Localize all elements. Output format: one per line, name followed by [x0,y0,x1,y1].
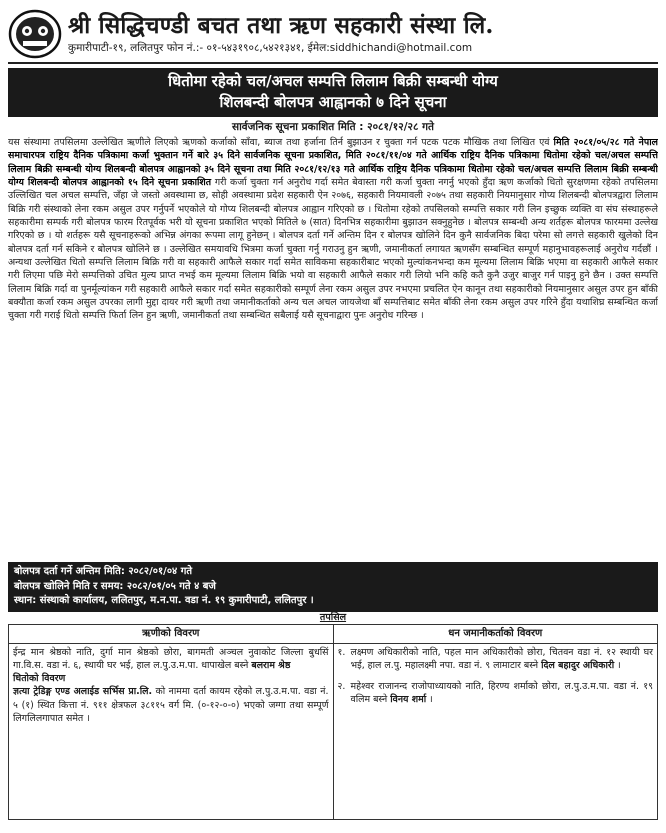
bid-opening: बोलपत्र खोलिने मिति र समय: २०८२/०१/०५ गते ४ बजे [14,580,216,592]
collateral-details: को नाममा दर्ता कायम रहेको ल.पु.उ.म.पा. वडा नं. ५ (१) स्थित कित्ता नं. ९११ क्षेत्रफल ३८११५ वर्ग मि. (०-१२-०-०) भएको जग्गा तथा सम्पूर्ण लिगलिलगापात समेत । [13,686,329,724]
borrower-name: बलराम श्रेष्ठ [251,659,291,671]
notice-title [8,68,658,117]
schedule-label: तपसिल [319,611,347,623]
header [8,6,658,64]
guarantor-tail: । [614,659,621,671]
title-line-1: धितोमा रहेको चल/अचल सम्पत्ति लिलाम बिक्री सम्बन्धी योग्य [168,72,498,90]
details-table [8,624,658,820]
guarantor-cell [333,643,658,819]
org-contact: कुमारीपाटी-१९, ललितपुर फोन नं.:- ०१-५४३१९०८,५४२१३४१, ईमेल:siddhichandi@hotmail.com [68,42,473,54]
guarantor-name: विनय शर्मा [390,694,427,706]
guarantor-name: दिल बहादुर अधिकारी [541,659,615,671]
guarantor-tail: । [426,694,433,706]
guarantor-number: १. [337,646,346,658]
bid-venue: स्थान: संस्थाको कार्यालय, ललितपुर, म.न.पा. वडा नं. १९ कुमारीपाटी, ललितपुर । [14,595,314,606]
col-header-borrower: ऋणीको विवरण [9,624,334,643]
borrower-cell [9,643,334,819]
borrower-details: ईन्द्र मान श्रेष्ठको नाति, दुर्गा मान श्रेष्ठको छोरा, बागमती अञ्चल नुवाकोट जिल्ला बुधसिं गा.वि.स. वडा नं. ६, स्थायी घर भई, हाल ल.पु.उ.म.पा. धापाखेल बस्ने [13,646,329,671]
body-text-bold: मिति २०८१/०५/२८ गते नेपाल समाचारपत्र राष्ट्रिय दैनिक पत्रिकामा कर्जा भुक्तान गर्ने बारे ३५ दिने सार्वजनिक सूचना प्रकाशित, मिति २०८१/११/०४ गते आर्थिक राष्ट्रिय दैनिक पत्रिकामा धितोमा रहेको चल/अचल सम्पत्ति लिलाम बिक्री सम्बन्धी योग्य शिलबन्दी बोलपत्र आह्वानको ३५ दिने सूचना तथा मिति २०८१/१२/१३ गते आर्थिक राष्ट्रिय दैनिक पत्रिकामा धितोमा रहेको चल/अचल सम्पत्ति लिलाम बिक्री सम्बन्धी योग्य शिलबन्दी बोलपत्र आह्वानको १५ दिने सूचना प्रकाशित [8,137,658,189]
guarantor-number: २. [337,681,346,693]
guarantor-details: महेश्वर राजानन्द राजोपाध्यायको नाति, हिरण्य शर्माको छोरा, ल.पु.उ.म.पा. वडा नं. १९ वलिम बस्ने [350,681,653,706]
guarantor-details: लक्ष्मण अधिकारीको नाति, पहल मान अधिकारीको छोरा, चितवन वडा नं. १२ स्थायी घर भई, हाल ल.पु. महालक्ष्मी नपा. वडा नं. ९ लामाटार बस्ने [350,646,653,671]
publish-date: सार्वजनिक सूचना प्रकाशित मिति : २०८१/१२/२८ गते [231,121,435,133]
bid-info [8,562,658,612]
bid-deadline: बोलपत्र दर्ता गर्ने अन्तिम मिति: २०८२/०१/०४ गते [14,566,193,577]
org-logo [8,9,62,59]
guarantor-item [338,646,654,673]
col-header-guarantor: धन जमानीकर्ताको विवरण [333,624,658,643]
body-text-2: गरी कर्जा चुक्ता गर्न अनुरोध गर्दा समेत बेवास्ता गरी कर्जा चुक्ता नगर्नु भएको हुँदा ऋण कर्जाको धितो सुरक्षणमा रहेको तपसिलमा उल्लिखित चल अचल सम्पत्ति, जँहा जे जस्तो अवस्थामा छ, सोही अवस्थामा प्रदेश सहकारी ऐन २०७६, सहकारी नियमावली २०७५ तथा सहकारी नियमानुसार गोप्य शिलबन्दी बोलपत्रद्वारा लिलाम बिक्रि गरी संस्थाको लेना रकम असुल उपर गर्नुपर्ने भएकोले यो गोप्य शिलबन्दी बोलपत्र आह्वान गरिएको छ । धितोमा रहेको तपसिलको सम्पत्ति सकार गरी लिन इच्छुक व्यक्ति वा संघ संस्थाहरूले सहकारीमा सम्पर्क गरी बोलपत्र फारम रितपूर्वक भरी यो सूचना प्रकाशित भएको मितिले ७ (सात) दिनभित्र सहकारीमा बुझाउन सक्नुहुनेछ । बोलपत्र सम्बन्धी अन्य शर्तहरू बोलपत्र फारममा उल्लेख गरिएको छ । यो शर्तहरू यसै सूचनाहरूको अभिन्न अंगका रूपमा लागू हुनेछन् । बोलपत्र दर्ता गर्ने अन्तिम दिन र बोलपत्र खोलिने दिन कुनै सार्वजनिक बिदा परेमा सो लगत्ते सहकारी खुलेको दिन बोलपत्र दर्ता गर्न सकिने र बोलपत्र खोलिने छ । उल्लेखित समयावधि भित्रमा कर्जा चुक्ता गर्नु गराउनु हुन ऋणी, जमानीकर्ता लगायत ऋणसँग सम्बन्धित सम्पूर्ण महानुभावहरूलाई अनुरोध गर्दछौं । अन्यथा उल्लेखित धितो सम्पत्ति लिलाम बिक्रि गरी वा सहकारी आफैले सकार गर्दा समेत साविकमा सहकारीबाट भएको मुल्यांकनभन्दा कम मूल्यमा लिलाम बिक्रि भएमा वा सहकारी आफैले सकार गरी लिएमा पछि मेरो सम्पत्तिको उचित मुल्य प्राप्त नभई कम मूल्यमा लिलाम बिक्रि भयो वा सहकारी आफैले सकार गरी लियो भनि कहि कतै कुनै उजुर बाजुर गर्न पाइनु हुने छैन । उक्त सम्पत्ति लिलाम बिक्रि गर्दा वा पुनर्मूल्यांकन गरी सहकारी आफैले सकार गर्दा समेत सहकारीको सम्पूर्ण लेना रकम असुल उपर नभएमा प्रचलित ऐन कानून तथा सहकारीको नियमानुसार असुल उपर हुन बाँकी बक्यौता कर्जा रकम असुल उपरका लागी मुद्दा दायर गरी ऋणी तथा जमानीकर्ताको अन्य चल अचल जायजेथा बाँ सम्पत्तिबाट समेत बाँकी लेना रकम असुल उपर गरिने हुँदा यथाशिघ्र सम्बन्धित कर्जा चुक्ता गरी गराई धितो सम्पत्ति फिर्ता लिन हुन ऋणी, जमानीकर्ता तथा सम्बन्धित सबैलाई यसै सूचनाद्वारा पुनः अनुरोध गरिन्छ । [8,177,658,322]
guarantor-item [338,680,654,707]
collateral-label: धितोको विवरण [13,673,66,685]
collateral-company: ज्ञत्या ट्रेडिङ्ग एण्ड अलाईड सर्भिस प्रा.लि. [13,686,153,698]
notice-body [8,136,658,560]
body-text-1: यस संस्थामा तपसिलमा उल्लेखित ऋणीले लिएको ऋणको कर्जाको साँवा, ब्याज तथा हर्जाना तिर्न बुझाउन र चुक्ता गर्न पटक पटक मौखिक तथा लिखित एवं [8,137,554,148]
title-line-2: शिलबन्दी बोलपत्र आह्वानको ७ दिने सूचना [219,93,447,111]
org-name: श्री सिद्धिचण्डी बचत तथा ऋण सहकारी संस्था लि. [68,12,494,39]
